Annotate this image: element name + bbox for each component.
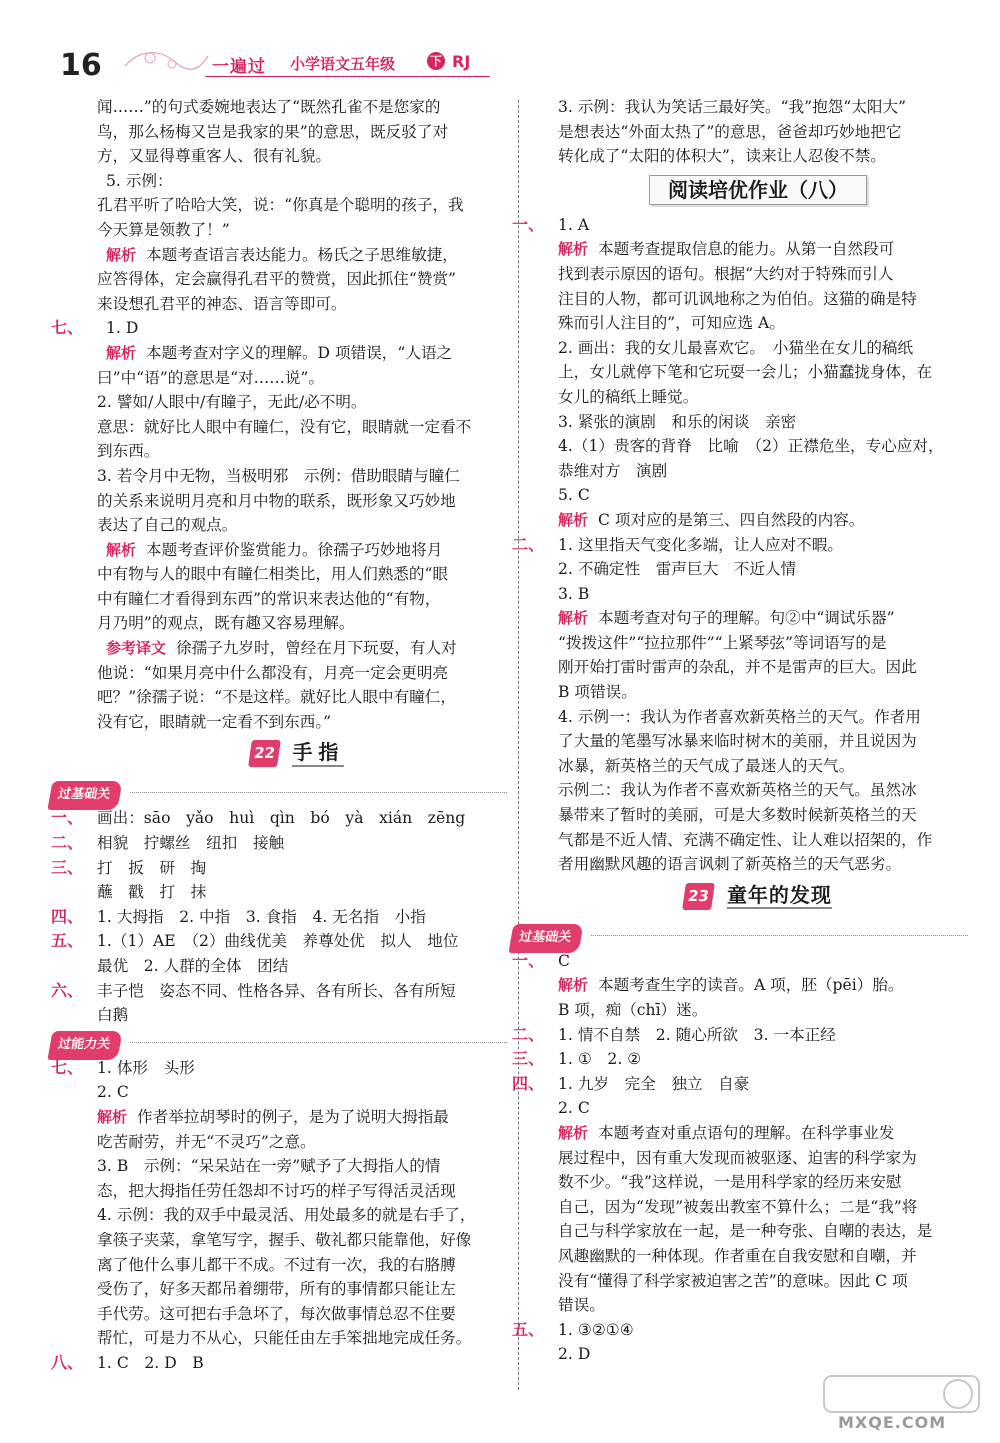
text-line: 态，把大拇指任劳任怨却不讨巧的样子写得活灵活现: [97, 1181, 456, 1200]
text-line: 2. 譬如/人眼中/有瞳子，无此/必不明。: [97, 393, 367, 412]
question-number: 七、: [51, 318, 84, 338]
question-number: 二、: [51, 833, 84, 853]
question-number: 六、: [51, 980, 84, 1000]
text-line: 2. D: [558, 1345, 591, 1364]
answer-text: C: [558, 951, 570, 970]
question-number: 二、: [512, 1024, 545, 1044]
watermark-logo-icon: [820, 1372, 990, 1417]
analysis-text: C 项对应的是第三、四自然段的内容。: [598, 510, 865, 529]
text-line: 3. 若令月中无物，当极明邪 示例：借助眼睛与瞳仁: [97, 466, 460, 485]
question-number: 三、: [51, 857, 84, 877]
question-7b: [51, 1056, 497, 1081]
text-line: 5. 示例：: [106, 171, 173, 190]
text-line: 3. 示例：我认为笑话三最好笑。“我”抱怨“太阳大”: [558, 98, 907, 116]
text-line: 4. 示例一：我认为作者喜欢新英格兰的天气。作者用: [558, 707, 921, 726]
text-line: 蘸 戳 打 抹: [97, 883, 207, 902]
section-title: 阅读培优作业（八）: [649, 175, 867, 206]
answer-text: 1.（1）AE （2）曲线优美 养尊处优 拟人 地位: [97, 932, 459, 951]
text-line: 闻……”的句式委婉地表达了“既然孔雀不是您家的: [97, 98, 441, 116]
section-heading: [558, 169, 958, 213]
edition-label: RJ: [452, 52, 471, 71]
analysis-line: [97, 538, 497, 563]
translation-line: [97, 636, 497, 661]
answer-text: 1. ③②①④: [558, 1320, 634, 1339]
question-number: 四、: [51, 906, 84, 926]
text-line: 找到表示原因的语句。根据“大约对于特殊而引人: [558, 264, 894, 283]
question-8: [51, 1351, 497, 1376]
lesson-title: 手指: [292, 740, 344, 767]
analysis-text: 本题考查对重点语句的理解。在科学事业发: [598, 1123, 895, 1142]
text-line: 最优 2. 人群的全体 团结: [97, 957, 289, 975]
text-line: 曰”中“语”的意思是“对……说”。: [97, 368, 324, 387]
question-number: 一、: [512, 950, 545, 970]
analysis-tag: 解析: [558, 510, 589, 529]
text-line: 3. B 示例：“呆呆站在一旁”赋予了大拇指人的情: [97, 1157, 441, 1176]
answer-text: 1. A: [558, 215, 590, 234]
text-line: 他说：“如果月亮中什么都没有，月亮一定会更明亮: [97, 663, 449, 682]
text-line: 注目的人物，都可讥讽地称之为伯伯。这猫的确是特: [558, 289, 917, 308]
text-line: 中有物与人的眼中有瞳仁相类比，用人们熟悉的“眼: [97, 565, 449, 584]
answer-text: 1. 这里指天气变化多端，让人应对不暇。: [558, 535, 843, 554]
analysis-tag: 解析: [558, 240, 589, 259]
column-divider: [518, 100, 519, 1390]
text-line: 白鹅: [97, 1006, 129, 1025]
question-4: [51, 905, 497, 930]
text-line: 3. B: [558, 584, 590, 603]
question-number: 四、: [512, 1073, 545, 1093]
text-line: 错误。: [558, 1296, 605, 1315]
right-column: [512, 95, 958, 1367]
analysis-tag: 解析: [558, 1123, 589, 1142]
text-line: B 项，痴（chī）迷。: [558, 1001, 708, 1019]
question-2: [512, 533, 958, 558]
text-line: 方，又显得尊重客人、很有礼貌。: [97, 147, 331, 166]
lesson-title: 童年的发现: [727, 883, 832, 910]
text-line: 月乃明”的观点，既有趣又容易理解。: [97, 614, 355, 633]
text-line: 中有瞳仁才看得到东西”的常识来表达他的“有物，: [97, 589, 441, 608]
text-line: 的关系来说明月亮和月中物的联系，既形象又巧妙地: [97, 491, 456, 510]
analysis-line: [558, 237, 958, 262]
brand-logo: 一遍过: [212, 57, 266, 77]
text-line: 帮忙，可是力不从心，只能任由左手笨拙地完成任务。: [97, 1329, 472, 1348]
text-line: 3. 紧张的演剧 和乐的闲谈 亲密: [558, 412, 797, 431]
text-line: 4.（1）贵客的背脊 比喻 （2）正襟危坐，专心应对，: [558, 437, 944, 456]
analysis-line: [558, 606, 958, 631]
text-line: 恭维对方 演剧: [558, 461, 668, 480]
stage-banner: [50, 778, 497, 806]
text-line: 拿筷子夹菜，拿笔写字，握手、敬礼都只能靠他，好像: [97, 1230, 472, 1249]
lesson-number-badge: 23: [682, 883, 715, 910]
stage-badge: 过能力关: [47, 1031, 122, 1060]
text-line: 孔君平听了哈哈大笑，说：“你真是个聪明的孩子，我: [97, 196, 464, 215]
answer-text: 1. 九岁 完全 独立 自豪: [558, 1074, 750, 1093]
analysis-text: 作者举拉胡琴时的例子，是为了说明大拇指最: [137, 1107, 449, 1126]
text-line: 鸟，那么杨梅又岂是我家的果”的意思，既反驳了对: [97, 122, 449, 141]
text-line: 殊而引人注目的”，可知应选 A。: [558, 314, 785, 333]
text-line: 表达了自己的观点。: [97, 516, 238, 535]
text-line: 5. C: [558, 486, 590, 505]
answer-text: 1. 情不自禁 2. 随心所欲 3. 一本正经: [558, 1025, 836, 1044]
text-line: 今天算是领教了！”: [97, 220, 230, 239]
text-line: 吃苦耐劳，并无“不灵巧”之意。: [97, 1132, 316, 1151]
text-line: 冰暴，新英格兰的天气成了最迷人的天气。: [558, 756, 855, 775]
question-1: [512, 213, 958, 238]
analysis-line: [558, 1121, 958, 1146]
text-line: 风趣幽默的一种体现。作者重在自我安慰和自嘲，并: [558, 1246, 917, 1265]
text-line: 吧？”徐孺子说：“不是这样。就好比人眼中有瞳仁，: [97, 688, 457, 707]
question-number: 二、: [512, 534, 545, 554]
translation-text: 徐孺子九岁时，曾经在月下玩耍，有人对: [176, 639, 457, 658]
text-line: 转化成了“太阳的体积大”，读来让人忍俊不禁。: [558, 147, 886, 166]
text-line: 是想表达“外面太热了”的意思，爸爸却巧妙地把它: [558, 122, 902, 141]
text-line: 来设想孔君平的神态、语言等即可。: [97, 294, 347, 313]
answer-text: 丰子恺 姿态不同、性格各异、各有所长、各有所短: [97, 981, 456, 1000]
analysis-tag: 解析: [558, 976, 589, 995]
text-line: 2. C: [558, 1099, 590, 1118]
answer-text: 1. C 2. D B: [97, 1353, 204, 1372]
stage-banner: [50, 1028, 497, 1056]
answer-text: 画出：sāo yǎo huì qìn bó yà xián zēng: [97, 809, 466, 828]
text-line: 没有它，眼睛就一定看不到东西。”: [97, 712, 332, 731]
answer-text: 1. ① 2. ②: [558, 1050, 642, 1069]
question-number: 七、: [51, 1057, 84, 1077]
flower-decoration-icon: [120, 44, 210, 74]
question-3: [51, 856, 497, 881]
subject-label: 小学语文五年级: [290, 55, 396, 73]
question-2: [512, 1023, 958, 1048]
text-line: 2. C: [97, 1083, 129, 1102]
question-6: [51, 979, 497, 1004]
question-5: [51, 929, 497, 954]
analysis-tag: 解析: [97, 1107, 128, 1126]
text-line: 到东西。: [97, 442, 160, 461]
answer-text: 1. D: [106, 319, 139, 338]
lesson-number-badge: 22: [248, 740, 281, 767]
text-line: 刚开始打雷时雷声的杂乱，并不是雷声的巨大。因此: [558, 658, 917, 677]
page-header: [0, 0, 1000, 83]
analysis-text: 本题考查评价鉴赏能力。徐孺子巧妙地将月: [146, 540, 443, 559]
question-number: 三、: [512, 1049, 545, 1069]
volume-badge: 下: [427, 52, 445, 70]
answer-text: 打 扳 研 掏: [97, 858, 207, 877]
question-1: [51, 806, 497, 831]
question-number: 一、: [51, 808, 84, 828]
text-line: 自己与科学家放在一起，是一种夸张、自嘲的表达，是: [558, 1222, 933, 1241]
text-line: 自己，因为“发现”被轰出教室不算什么；二是“我”将: [558, 1197, 918, 1216]
answer-text: 相貌 拧螺丝 纽扣 接触: [97, 834, 285, 853]
text-line: B 项错误。: [558, 683, 637, 702]
text-line: 离了他什么事儿都干不成。不过有一次，我的右胳膊: [97, 1255, 456, 1274]
analysis-text: 本题考查对字义的理解。D 项错误，“人语之: [146, 343, 453, 362]
left-column: [51, 95, 497, 1376]
analysis-text: 本题考查提取信息的能力。从第一自然段可: [598, 240, 895, 259]
analysis-tag: 解析: [106, 343, 137, 362]
text-line: 没有“懂得了科学家被迫害之苦”的意味。因此 C 项: [558, 1271, 908, 1290]
lesson-23-heading: [558, 877, 958, 921]
analysis-line: [558, 973, 958, 998]
analysis-text: 本题考查语言表达能力。杨氏之子思维敏捷，: [146, 245, 458, 264]
text-line: 了大量的笔墨写冰暴来临时树木的美丽，并且说因为: [558, 732, 917, 751]
question-3: [512, 1047, 958, 1072]
text-line: 者用幽默风趣的语言讽刺了新英格兰的天气恶劣。: [558, 855, 902, 874]
text-line: 气都是不近人情、充满不确定性、让人难以招架的，作: [558, 830, 933, 849]
analysis-tag: 解析: [106, 245, 137, 264]
analysis-tag: 解析: [558, 609, 589, 628]
text-line: 4. 示例：我的双手中最灵活、用处最多的就是右手了，: [97, 1206, 476, 1225]
lesson-22-heading: [97, 734, 497, 778]
question-number: 一、: [512, 214, 545, 234]
text-line: 展过程中，因有重大发现而被驱逐、迫害的科学家为: [558, 1148, 917, 1167]
analysis-tag: 解析: [106, 540, 137, 559]
question-number: 五、: [51, 931, 84, 951]
text-line: 2. 不确定性 雷声巨大 不近人情: [558, 560, 797, 579]
text-line: “拨拨这件”“拉拉那件”“上紧琴弦”等词语写的是: [558, 633, 887, 652]
analysis-line: [97, 341, 497, 366]
page-number: 16: [60, 48, 102, 83]
question-number: 八、: [51, 1352, 84, 1372]
text-line: 上，女儿就停下笔和它玩耍一会儿；小猫蠢拢身体，在: [558, 363, 933, 382]
stage-badge: 过基础关: [508, 924, 583, 953]
question-2: [51, 831, 497, 856]
question-7: [51, 316, 497, 341]
text-line: 受伤了，好多天都吊着绷带，所有的事情都只能让左: [97, 1280, 456, 1299]
analysis-text: 本题考查对句子的理解。句②中“调试乐器”: [598, 609, 895, 628]
header-rule: [205, 76, 490, 77]
text-line: 2. 画出：我的女儿最喜欢它。 小猫坐在女儿的稿纸: [558, 338, 914, 357]
text-line: 女儿的稿纸上睡觉。: [558, 387, 699, 406]
analysis-line: [558, 508, 958, 533]
text-line: 应答得体，定会赢得孔君平的赞赏，因此抓住“赞赏”: [97, 270, 457, 289]
stage-banner: [511, 921, 958, 949]
text-line: 手代劳。这可把右手急坏了，每次做事情总忍不住要: [97, 1304, 456, 1323]
text-line: 数不少。“我”这样说，一是用科学家的经历来安慰: [558, 1173, 902, 1192]
question-5: [512, 1318, 958, 1343]
analysis-line: [97, 243, 497, 268]
analysis-line: [97, 1105, 497, 1130]
text-line: 示例二：我认为作者不喜欢新英格兰的天气。虽然冰: [558, 781, 917, 800]
answer-text: 1. 体形 头形: [97, 1058, 195, 1077]
analysis-text: 本题考查生字的读音。A 项，胚（pēi）胎。: [598, 976, 904, 995]
stage-badge: 过基础关: [47, 781, 122, 810]
question-1: [512, 949, 958, 974]
question-number: 五、: [512, 1319, 545, 1339]
question-4: [512, 1072, 958, 1097]
translation-tag: 参考译文: [106, 639, 167, 658]
text-line: 暴带来了暂时的美丽，可是大多数时候新英格兰的天: [558, 806, 917, 825]
text-line: 意思：就好比人眼中有瞳仁，没有它，眼睛就一定看不: [97, 417, 472, 436]
watermark-text: MXQE.COM: [838, 1413, 947, 1432]
answer-text: 1. 大拇指 2. 中指 3. 食指 4. 无名指 小指: [97, 907, 426, 926]
